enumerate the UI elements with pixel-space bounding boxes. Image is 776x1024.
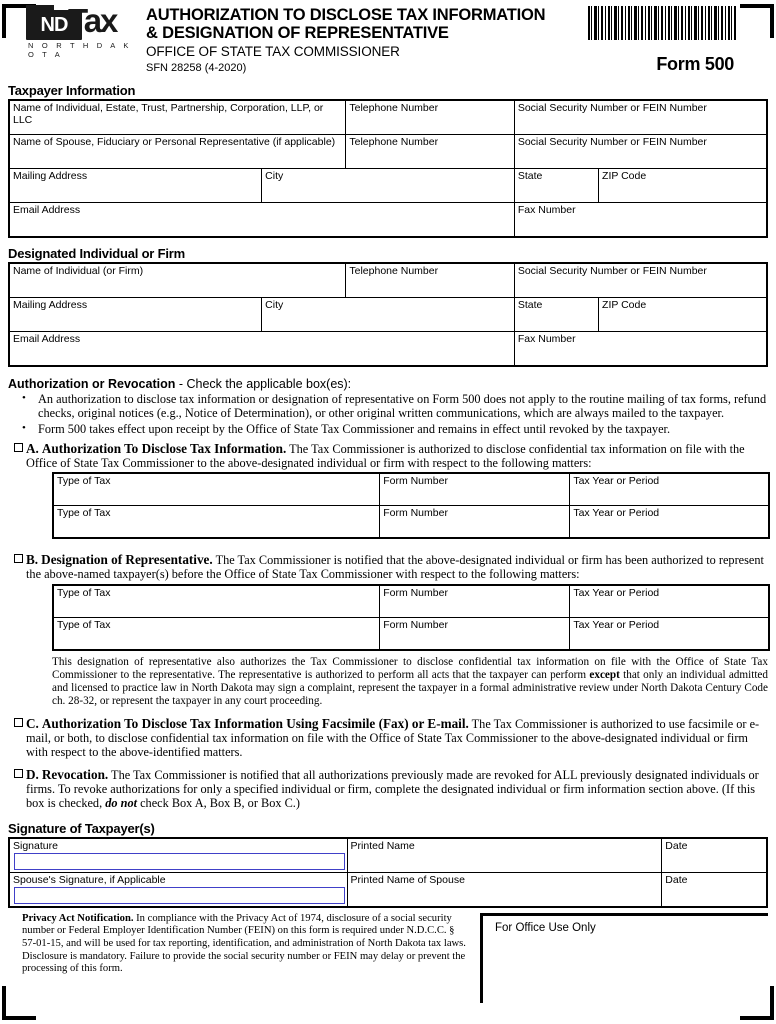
issuing-office: OFFICE OF STATE TAX COMMISSIONER <box>146 44 400 59</box>
field-signature[interactable]: Signature <box>9 838 347 873</box>
authorization-bullet-list <box>8 393 768 437</box>
field-taxpayer-zip[interactable]: ZIP Code <box>599 169 767 203</box>
item-b-body: The Tax Commissioner is notified that the above-designated individual or firm has been authorized to represent the above-named taxpayer(s) before the Office of State Tax Commissioner with respect to the following matters: <box>26 553 764 582</box>
checkbox-d[interactable] <box>14 769 23 778</box>
field-taxpayer-fax[interactable]: Fax Number <box>514 203 767 238</box>
table-row <box>53 585 769 618</box>
table-row <box>53 473 769 506</box>
table-row <box>9 263 767 298</box>
agency-logo <box>8 2 140 59</box>
item-b-note-part2: that only an individual admitted and licensed to practice law in North Dakota may sign a complaint, represent the taxpayer in a formal administrative review under North Dakota Century Code ch. 28-32, or represent the taxpayer in any court proceeding. <box>52 668 768 707</box>
item-b-note <box>52 656 768 708</box>
field-designee-city[interactable]: City <box>262 298 515 332</box>
logo-nd-text: ND <box>40 14 68 36</box>
item-b-table-wrap <box>52 584 770 651</box>
signature-section-heading: Signature of Taxpayer(s) <box>8 820 155 836</box>
barcode-icon <box>588 6 736 40</box>
item-b-letter: B. <box>26 552 39 568</box>
field-taxpayer-ssn[interactable]: Social Security Number or FEIN Number <box>514 100 767 135</box>
field-spouse-name[interactable]: Name of Spouse, Fiduciary or Personal Representative (if applicable) <box>9 135 346 169</box>
authorization-heading-rest: - Check the applicable box(es): <box>175 377 352 391</box>
checkbox-c[interactable] <box>14 718 23 727</box>
table-row <box>9 872 767 907</box>
item-a-letter: A. <box>26 440 39 456</box>
logo-subtitle: N O R T H D A K O T A <box>28 41 132 59</box>
field-designee-fax[interactable]: Fax Number <box>514 332 767 367</box>
field-spouse-signature[interactable]: Spouse's Signature, if Applicable <box>9 872 347 907</box>
checkbox-b[interactable] <box>14 554 23 563</box>
checkbox-a[interactable] <box>14 443 23 452</box>
privacy-act-heading: Privacy Act Notification. <box>22 912 134 924</box>
field-b-type-of-tax-2[interactable]: Type of Tax <box>53 617 380 650</box>
item-d-heading: Revocation. <box>41 767 109 783</box>
item-c-heading: Authorization To Disclose Tax Information Using Facsimile (Fax) or E-mail. <box>41 715 469 731</box>
field-a-form-number-1[interactable]: Form Number <box>380 473 570 506</box>
field-printed-name-spouse[interactable]: Printed Name of Spouse <box>347 872 662 907</box>
privacy-act-body: In compliance with the Privacy Act of 1974, disclosure of a social security number or Federal Employer Identification Number (FEIN) on this form is required under N.D.C.C. § 57-01-15, and will be used for tax reporting, identification, and administration of North Dakota tax laws. Disclosure is mandatory. Failure to provide the social security number or FEIN may delay or prevent the processing of this form. <box>22 912 466 975</box>
item-b-block <box>8 553 768 582</box>
field-designee-mailing-address[interactable]: Mailing Address <box>9 298 262 332</box>
field-designee-name[interactable]: Name of Individual (or Firm) <box>9 263 346 298</box>
form-title-line1: AUTHORIZATION TO DISCLOSE TAX INFORMATION <box>146 6 546 24</box>
table-row <box>9 203 767 238</box>
table-row <box>9 838 767 873</box>
item-a-heading: Authorization To Disclose Tax Information. <box>41 440 287 456</box>
field-b-tax-year-1[interactable]: Tax Year or Period <box>570 585 769 618</box>
field-printed-name[interactable]: Printed Name <box>347 838 662 873</box>
field-taxpayer-phone[interactable]: Telephone Number <box>346 100 514 135</box>
field-signature-date[interactable]: Date <box>662 838 767 873</box>
field-taxpayer-state[interactable]: State <box>514 169 598 203</box>
registration-mark-top-right <box>740 4 774 38</box>
field-a-tax-year-2[interactable]: Tax Year or Period <box>570 506 769 539</box>
field-designee-phone[interactable]: Telephone Number <box>346 263 514 298</box>
field-spouse-ssn[interactable]: Social Security Number or FEIN Number <box>514 135 767 169</box>
field-b-form-number-2[interactable]: Form Number <box>380 617 570 650</box>
item-d-body-part2: check Box A, Box B, or Box C.) <box>137 795 300 810</box>
form-number: Form 500 <box>656 54 734 74</box>
spouse-signature-input[interactable] <box>14 887 345 904</box>
logo-tax-text: Tax <box>68 2 117 39</box>
field-b-type-of-tax-1[interactable]: Type of Tax <box>53 585 380 618</box>
item-c-letter: C. <box>26 715 39 731</box>
table-row <box>9 169 767 203</box>
field-spouse-phone[interactable]: Telephone Number <box>346 135 514 169</box>
field-taxpayer-email[interactable]: Email Address <box>9 203 514 238</box>
table-row <box>53 617 769 650</box>
item-d-body-part1: The Tax Commissioner is notified that all authorizations previously made are revoked for ALL previously designated individuals or firms. To revoke authorizations for only a specified individual or firm, complete the designated individual or firm information section above. (If this box is checked, <box>26 768 759 810</box>
item-c-block <box>8 717 768 759</box>
field-a-type-of-tax-2[interactable]: Type of Tax <box>53 506 380 539</box>
table-row <box>53 506 769 539</box>
designated-section-heading: Designated Individual or Firm <box>8 246 185 261</box>
form-title-line2: & DESIGNATION OF REPRESENTATIVE <box>146 24 449 42</box>
field-designee-state[interactable]: State <box>514 298 598 332</box>
item-c-body: The Tax Commissioner is authorized to use facsimile or e-mail, or both, to disclose confidential tax information on file with the Office of State Tax Commissioner to the above-designated individual or firm with respect to the above-identified matters. <box>26 716 760 759</box>
item-a-table-wrap <box>52 472 770 539</box>
item-b-note-part1: This designation of representative also authorizes the Tax Commissioner to disclose confidential tax information on file with the Office of State Tax Commissioner to the representative. The representative is authorized to perform all acts that the taxpayer can perform <box>52 655 768 681</box>
field-taxpayer-city[interactable]: City <box>262 169 515 203</box>
field-a-form-number-2[interactable]: Form Number <box>380 506 570 539</box>
item-b-note-bold: except <box>589 668 620 681</box>
list-item: • Form 500 takes effect upon receipt by the Office of State Tax Commissioner and remains in effect until revoked by the taxpayer. <box>8 423 768 437</box>
table-row <box>9 100 767 135</box>
item-d-body-italic: do not <box>105 795 138 810</box>
registration-mark-bottom-right <box>740 986 774 1020</box>
item-d-block <box>8 768 768 810</box>
table-row <box>9 332 767 367</box>
field-designee-zip[interactable]: ZIP Code <box>599 298 767 332</box>
field-spouse-signature-date[interactable]: Date <box>662 872 767 907</box>
signature-input[interactable] <box>14 853 345 870</box>
item-b-heading: Designation of Representative. <box>41 552 213 568</box>
table-row <box>9 298 767 332</box>
form-footer <box>8 913 768 1003</box>
authorization-heading <box>8 377 768 391</box>
field-b-tax-year-2[interactable]: Tax Year or Period <box>570 617 769 650</box>
field-designee-ssn[interactable]: Social Security Number or FEIN Number <box>514 263 767 298</box>
office-use-only-label: For Office Use Only <box>495 921 596 934</box>
field-taxpayer-name[interactable]: Name of Individual, Estate, Trust, Partnership, Corporation, LLP, or LLC <box>9 100 346 135</box>
authorization-heading-bold: Authorization or Revocation <box>8 377 176 391</box>
field-designee-email[interactable]: Email Address <box>9 332 514 367</box>
designated-individual-table <box>8 262 768 367</box>
field-a-type-of-tax-1[interactable]: Type of Tax <box>53 473 380 506</box>
signature-table <box>8 837 768 908</box>
item-a-table <box>52 472 770 539</box>
item-d-letter: D. <box>26 767 39 783</box>
form-header <box>8 0 768 75</box>
form-title-block <box>140 6 588 75</box>
field-a-tax-year-1[interactable]: Tax Year or Period <box>570 473 769 506</box>
field-taxpayer-mailing-address[interactable]: Mailing Address <box>9 169 262 203</box>
item-a-body: The Tax Commissioner is authorized to disclose confidential tax information on file with the Office of State Tax Commissioner to the above-designated individual or firm with respect to the following matters: <box>26 441 745 470</box>
field-b-form-number-1[interactable]: Form Number <box>380 585 570 618</box>
taxpayer-section-heading: Taxpayer Information <box>8 83 136 98</box>
registration-mark-bottom-left <box>2 986 36 1020</box>
item-b-table <box>52 584 770 651</box>
privacy-act-notification <box>8 913 468 1003</box>
office-use-only-box <box>480 913 768 1003</box>
list-item: • An authorization to disclose tax information or designation of representative on Form 500 does not apply to the routine mailing of tax forms, refund checks, original notices (e.g., Notice of Determination), or other original written communications, which are always mailed to the taxpayer. <box>8 393 768 420</box>
taxpayer-information-table <box>8 99 768 238</box>
item-a-block <box>8 442 768 471</box>
table-row <box>9 135 767 169</box>
sfn-number: SFN 28258 (4-2020) <box>146 62 247 74</box>
